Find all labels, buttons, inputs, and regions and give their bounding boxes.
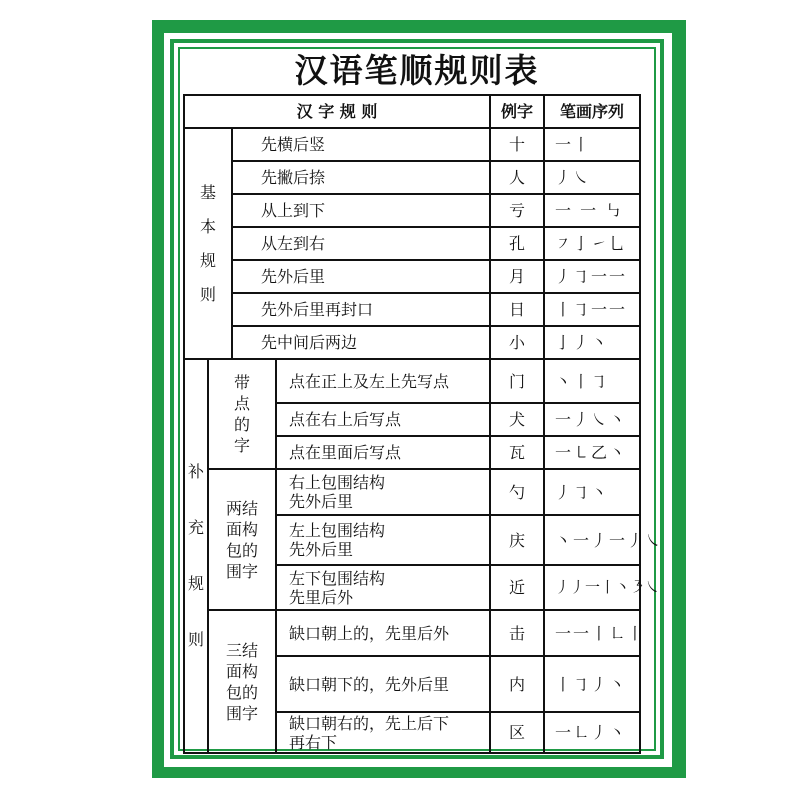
stroke-sequence: 一丿㇏丶 (544, 403, 640, 436)
table-row (184, 227, 640, 260)
group-label-three-side: 三结 面构 包的 围字 (208, 610, 276, 753)
example-char: 瓦 (490, 436, 544, 469)
group-label-dotted: 带 点 的 字 (208, 359, 276, 469)
rule-description: 缺口朝上的，先里后外 (276, 610, 490, 656)
rule-description: 点在正上及左上先写点 (276, 359, 490, 403)
stroke-sequence: 一 一 ㇉ (544, 194, 640, 227)
stroke-sequence: 丶一丿一丿㇏ (544, 515, 640, 565)
supplement-rules-category: 补 充 规 则 (184, 359, 208, 753)
example-char: 孔 (490, 227, 544, 260)
rule-description: 先中间后两边 (232, 326, 490, 359)
example-char: 近 (490, 565, 544, 610)
table-row (184, 128, 640, 161)
table-row (184, 194, 640, 227)
table-row (184, 610, 640, 656)
example-char: 区 (490, 712, 544, 753)
stroke-sequence: 丿㇆丶 (544, 469, 640, 515)
group-label-two-side: 两结 面构 包的 围字 (208, 469, 276, 610)
example-char: 内 (490, 656, 544, 712)
stroke-sequence: 亅丿丶 (544, 326, 640, 359)
rule-description: 点在里面后写点 (276, 436, 490, 469)
page-title: 汉语笔顺规则表 (294, 51, 540, 90)
rule-description: 从上到下 (232, 194, 490, 227)
table-row (184, 359, 640, 403)
stroke-sequence: 一㇄乙丶 (544, 436, 640, 469)
example-char: 亏 (490, 194, 544, 227)
rule-description: 左下包围结构 先里后外 (276, 565, 490, 610)
table-row (184, 469, 640, 515)
table-row (184, 293, 640, 326)
rule-description: 缺口朝下的，先外后里 (276, 656, 490, 712)
rule-description: 先外后里再封口 (232, 293, 490, 326)
table-row (184, 326, 640, 359)
stroke-sequence: 丿㇏ (544, 161, 640, 194)
stroke-sequence: 丨㇆一一 (544, 293, 640, 326)
example-char: 十 (490, 128, 544, 161)
example-char: 勺 (490, 469, 544, 515)
example-char: 日 (490, 293, 544, 326)
rule-description: 先外后里 (232, 260, 490, 293)
example-char: 人 (490, 161, 544, 194)
rule-description: 左上包围结构 先外后里 (276, 515, 490, 565)
example-char: 庆 (490, 515, 544, 565)
rule-description: 先横后竖 (232, 128, 490, 161)
stroke-sequence: 丿丿一丨丶㇋㇏ (544, 565, 640, 610)
rule-description: 点在右上后写点 (276, 403, 490, 436)
example-char: 月 (490, 260, 544, 293)
stroke-sequence: 一一丨㇗丨 (544, 610, 640, 656)
rule-description: 缺口朝右的，先上后下 再右下 (276, 712, 490, 753)
rule-description: 右上包围结构 先外后里 (276, 469, 490, 515)
stroke-sequence: 丶丨㇆ (544, 359, 640, 403)
table-header-row (184, 95, 640, 128)
stroke-order-table (183, 94, 664, 754)
table-row (184, 161, 640, 194)
stroke-sequence: 丿㇆一一 (544, 260, 640, 293)
example-char: 小 (490, 326, 544, 359)
stroke-sequence: ㇇亅㇀乚 (544, 227, 640, 260)
stroke-sequence: 一丨 (544, 128, 640, 161)
rule-description: 先撇后捺 (232, 161, 490, 194)
header-example: 例字 (490, 95, 544, 128)
example-char: 击 (490, 610, 544, 656)
header-rules: 汉 字 规 则 (184, 95, 490, 128)
stroke-sequence: 丨㇆丿丶 (544, 656, 640, 712)
basic-rules-category: 基 本 规 则 (184, 128, 232, 359)
table-row (184, 260, 640, 293)
example-char: 犬 (490, 403, 544, 436)
example-char: 门 (490, 359, 544, 403)
header-sequence: 笔画序列 (544, 95, 640, 128)
rule-description: 从左到右 (232, 227, 490, 260)
stroke-sequence: 一㇗丿丶 (544, 712, 640, 753)
